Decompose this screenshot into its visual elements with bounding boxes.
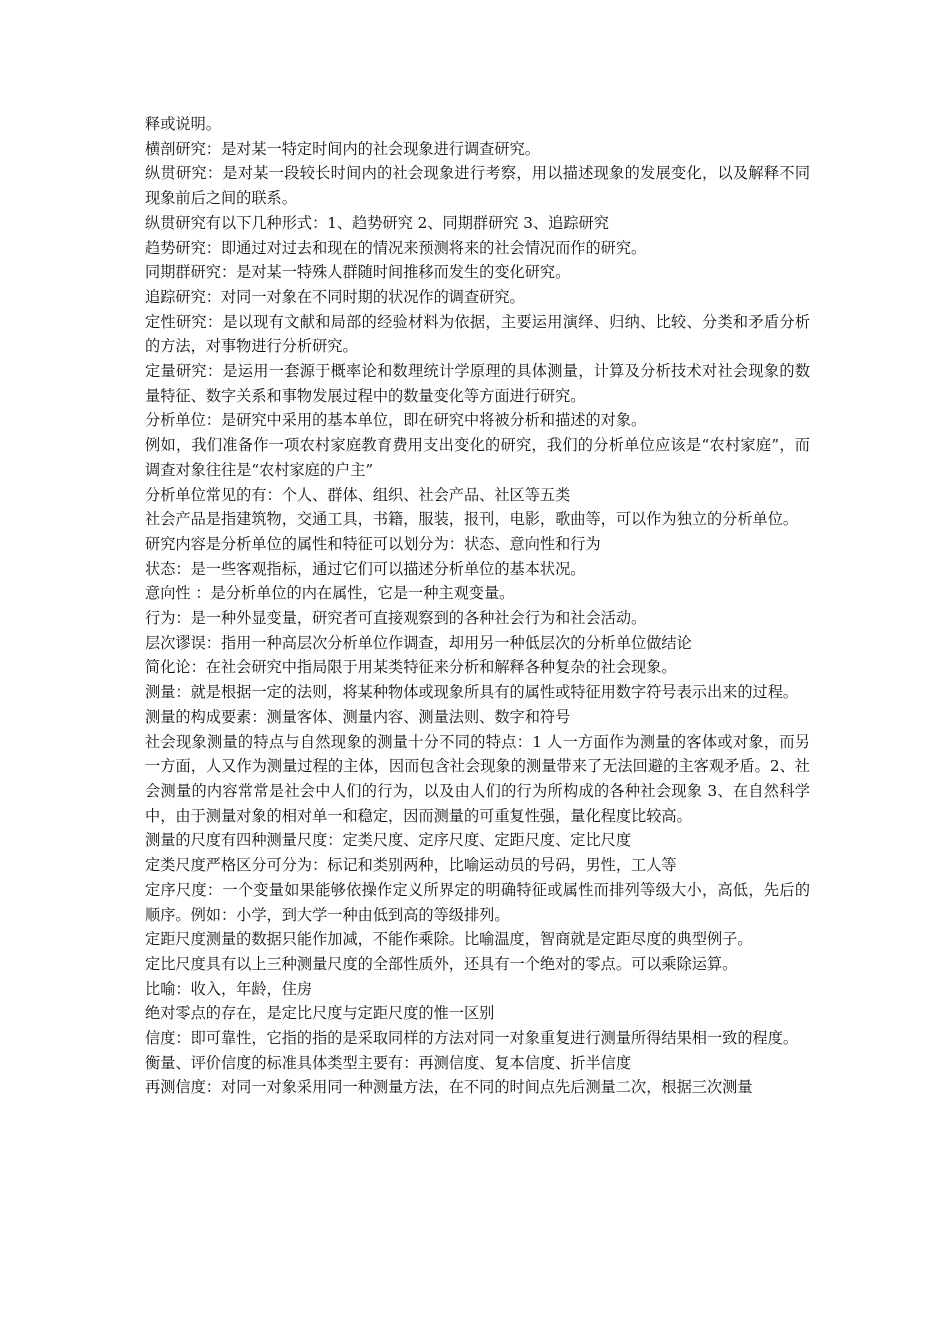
paragraph-26: 定距尺度测量的数据只能作加减，不能作乘除。比喻温度，智商就是定距尽度的典型例子。 — [145, 930, 753, 949]
paragraph-3: 纵贯研究：是对某一段较长时间内的社会现象进行考察，用以描述现象的发展变化，以及解释不同现象前后之间的联系。 — [145, 164, 810, 208]
paragraph-16: 意向性 ：是分析单位的内在属性，它是一种主观变量。 — [145, 584, 515, 603]
paragraph-13: 社会产品是指建筑物，交通工具，书籍，服装，报刊，电影，歌曲等，可以作为独立的分析单位。 — [145, 510, 799, 529]
paragraph-8: 定性研究：是以现有文献和局部的经验材料为依据，主要运用演绎、归纳、比较、分类和矛盾分析的方法，对事物进行分析研究。 — [145, 312, 810, 356]
paragraph-17: 行为：是一种外显变量，研究者可直接观察到的各种社会行为和社会活动。 — [145, 609, 647, 628]
paragraph-11: 例如，我们准备作一项农村家庭教育费用支出变化的研究，我们的分析单位应该是“农村家庭”，而调查对象往往是“农村家庭的户主” — [145, 436, 810, 479]
paragraph-24: 定类尺度严格区分可分为：标记和类别两种，比喻运动员的号码，男性，工人等 — [145, 856, 677, 875]
paragraph-4: 纵贯研究有以下几种形式：1、趋势研究 2、同期群研究 3、追踪研究 — [145, 213, 609, 232]
paragraph-6: 同期群研究：是对某一特殊人群随时间推移而发生的变化研究。 — [145, 263, 571, 282]
paragraph-28: 比喻：收入，年龄，住房 — [145, 979, 313, 998]
paragraph-25: 定序尺度：一个变量如果能够依操作定义所界定的明确特征或属性而排列等级大小，高低，先后的顺序。例如：小学，到大学一种由低到高的等级排列。 — [145, 880, 810, 924]
paragraph-30: 信度：即可靠性，它指的指的是采取同样的方法对同一对象重复进行测量所得结果相一致的程度。 — [145, 1029, 799, 1048]
paragraph-9: 定量研究：是运用一套源于概率论和数理统计学原理的具体测量，计算及分析技术对社会现象的数量特征、数字关系和事物发展过程中的数量变化等方面进行研究。 — [145, 362, 810, 405]
paragraph-14: 研究内容是分析单位的属性和特征可以划分为：状态、意向性和行为 — [145, 534, 601, 553]
paragraph-2: 横剖研究：是对某一特定时间内的社会现象进行调查研究。 — [145, 139, 540, 158]
paragraph-1: 释或说明。 — [145, 115, 221, 133]
paragraph-20: 测量：就是根据一定的法则，将某种物体或现象所具有的属性或特征用数字符号表示出来的过程。 — [145, 683, 799, 702]
paragraph-31: 衡量、评价信度的标准具体类型主要有：再测信度、复本信度、折半信度 — [145, 1053, 631, 1072]
paragraph-15: 状态：是一些客观指标，通过它们可以描述分析单位的基本状况。 — [145, 559, 586, 578]
paragraph-21: 测量的构成要素：测量客体、测量内容、测量法则、数字和符号 — [145, 707, 571, 726]
paragraph-32: 再测信度：对同一对象采用同一种测量方法，在不同的时间点先后测量二次，根据三次测量 — [145, 1078, 753, 1097]
paragraph-23: 测量的尺度有四种测量尺度：定类尺度、定序尺度、定距尺度、定比尺度 — [145, 831, 631, 850]
paragraph-22: 社会现象测量的特点与自然现象的测量十分不同的特点：1 人一方面作为测量的客体或对象，而另一方面，人又作为测量过程的主体，因而包含社会现象的测量带来了无法回避的主客观矛盾。2、社会测量的内容常常是社会中人们的行为，以及由人们的行为所构成的各种社会现象 3、在自然科学中，由于测量对象的相对单一和稳定，因而测量的可重复性强，量化程度比较高。 — [145, 732, 810, 825]
paragraph-29: 绝对零点的存在，是定比尺度与定距尺度的惟一区别 — [145, 1004, 495, 1023]
paragraph-19: 简化论：在社会研究中指局限于用某类特征来分析和解释各种复杂的社会现象。 — [145, 658, 677, 677]
document-body — [145, 112, 810, 1100]
paragraph-5: 趋势研究：即通过对过去和现在的情况来预测将来的社会情况而作的研究。 — [145, 238, 647, 257]
paragraph-7: 追踪研究：对同一对象在不同时期的状况作的调查研究。 — [145, 287, 525, 306]
paragraph-12: 分析单位常见的有：个人、群体、组织、社会产品、社区等五类 — [145, 485, 571, 504]
paragraph-27: 定比尺度具有以上三种测量尺度的全部性质外，还具有一个绝对的零点。可以乘除运算。 — [145, 954, 738, 973]
paragraph-18: 层次谬误：指用一种高层次分析单位作调查，却用另一种低层次的分析单位做结论 — [145, 633, 692, 652]
paragraph-10: 分析单位：是研究中采用的基本单位，即在研究中将被分析和描述的对象。 — [145, 411, 647, 430]
